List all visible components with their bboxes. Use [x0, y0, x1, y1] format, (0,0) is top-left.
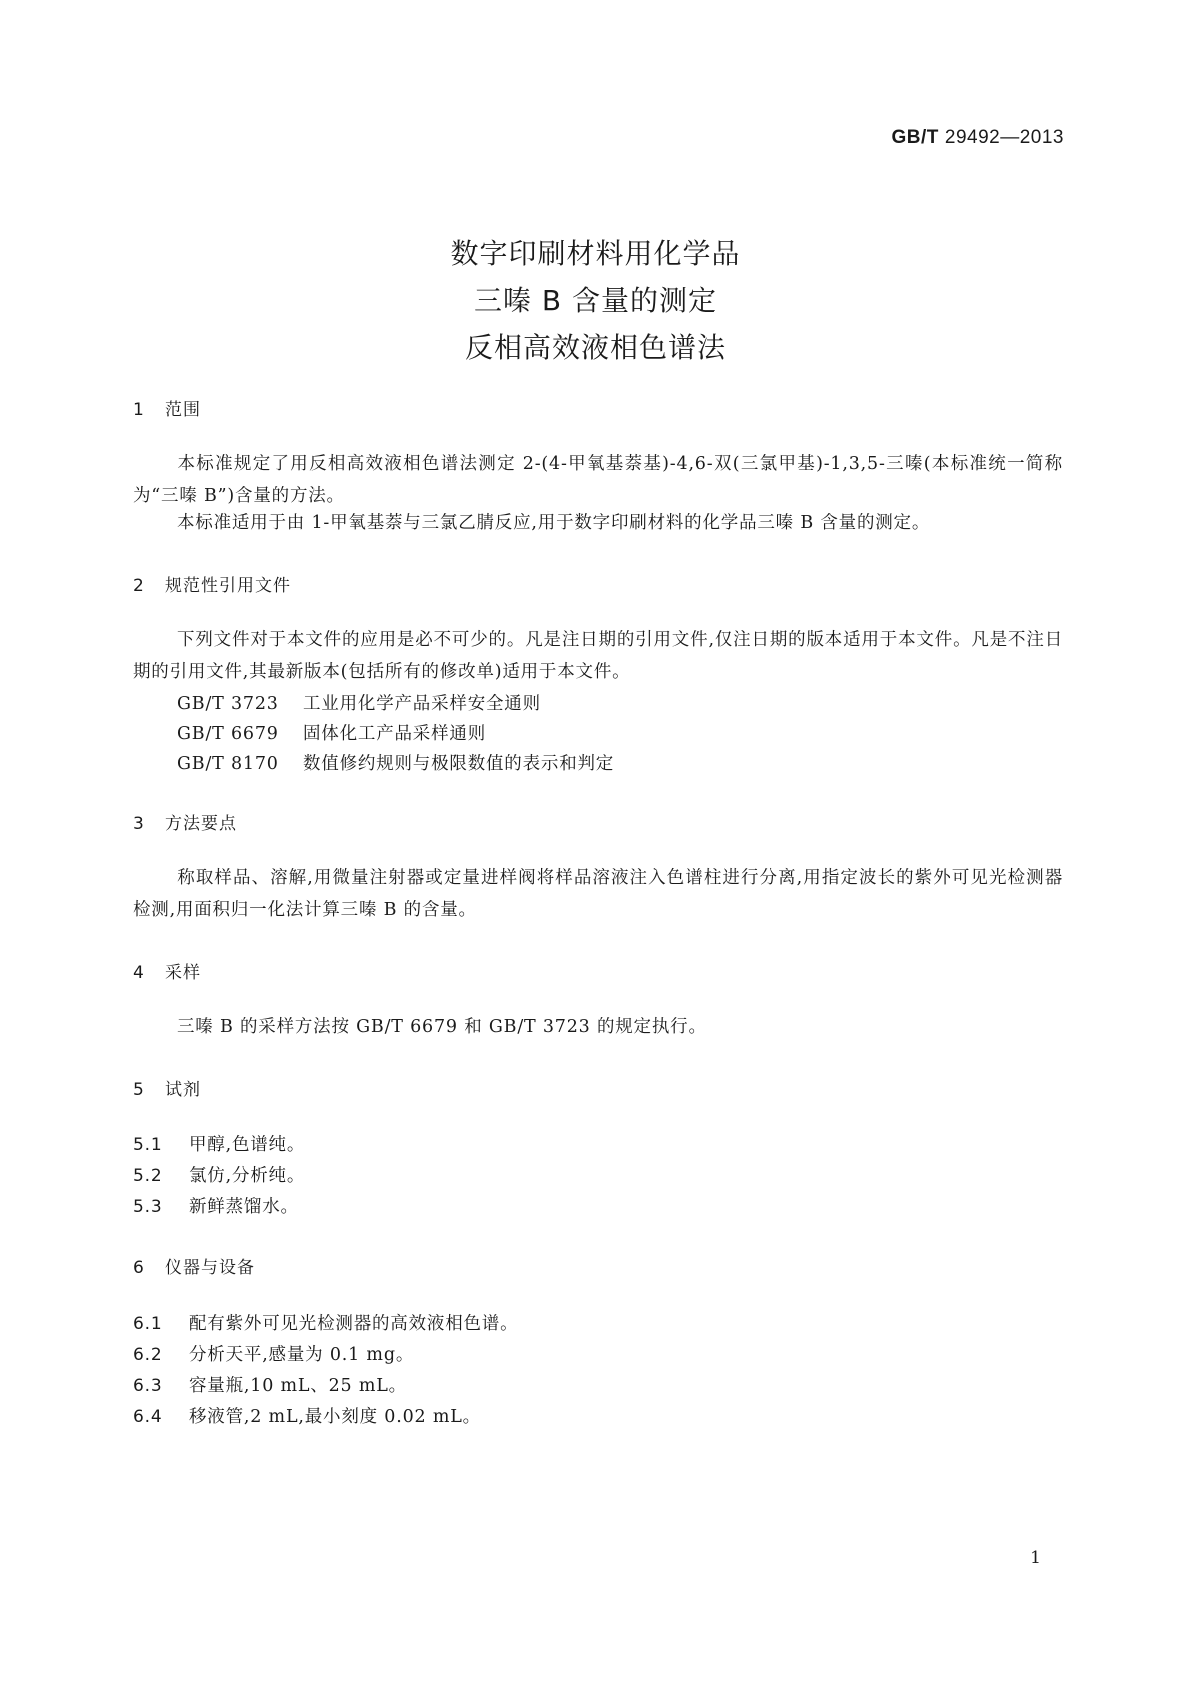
- item-text: 移液管,2 mL,最小刻度 0.02 mL。: [189, 1407, 481, 1427]
- section-number: 6: [133, 1258, 145, 1278]
- section-2-heading: [133, 571, 291, 596]
- reagent-item: [133, 1193, 299, 1218]
- section-title: 采样: [165, 963, 201, 983]
- section-title: 规范性引用文件: [165, 576, 291, 596]
- document-title: [0, 230, 1191, 371]
- item-text: 新鲜蒸馏水。: [189, 1197, 299, 1217]
- standard-year-number: 29492—2013: [944, 127, 1064, 148]
- section-5-heading: [133, 1075, 201, 1100]
- item-text: 分析天平,感量为 0.1 mg。: [189, 1345, 415, 1365]
- item-number: 6.3: [133, 1376, 163, 1396]
- equipment-item: [133, 1403, 481, 1428]
- section-1-paragraph-2: 本标准适用于由 1-甲氧基萘与三氯乙腈反应,用于数字印刷材料的化学品三嗪 B 含量的测定。: [177, 513, 931, 533]
- item-number: 5.1: [133, 1135, 163, 1155]
- item-text: 甲醇,色谱纯。: [189, 1135, 306, 1155]
- item-text: 配有紫外可见光检测器的高效液相色谱。: [189, 1314, 519, 1334]
- section-2-paragraph-1: 下列文件对于本文件的应用是必不可少的。凡是注日期的引用文件,仅注日期的版本适用于本文件。凡是不注日期的引用文件,其最新版本(包括所有的修改单)适用于本文件。: [133, 630, 1063, 682]
- standard-code: GB/T: [891, 127, 939, 148]
- section-number: 1: [133, 400, 145, 420]
- reference-name: 固体化工产品采样通则: [303, 724, 486, 744]
- reference-item: [177, 690, 541, 715]
- reference-code: GB/T 6679: [177, 724, 279, 744]
- title-line-1: 数字印刷材料用化学品: [450, 237, 741, 270]
- reference-code: GB/T 8170: [177, 754, 279, 774]
- section-3-heading: [133, 809, 237, 834]
- section-number: 3: [133, 814, 145, 834]
- section-3-paragraph-1: 称取样品、溶解,用微量注射器或定量进样阀将样品溶液注入色谱柱进行分离,用指定波长的紫外可见光检测器检测,用面积归一化法计算三嗪 B 的含量。: [133, 868, 1063, 920]
- item-number: 6.2: [133, 1345, 163, 1365]
- title-line-2: 三嗪 B 含量的测定: [473, 284, 717, 317]
- standard-number: [892, 127, 1065, 149]
- equipment-item: [133, 1372, 407, 1397]
- section-number: 4: [133, 963, 145, 983]
- page-number: 1: [1030, 1548, 1041, 1568]
- item-text: 氯仿,分析纯。: [189, 1166, 306, 1186]
- section-1-paragraph-1: 本标准规定了用反相高效液相色谱法测定 2-(4-甲氧基萘基)-4,6-双(三氯甲基)-1,3,5-三嗪(本标准统一简称为“三嗪 B”)含量的方法。: [133, 454, 1063, 506]
- item-number: 6.1: [133, 1314, 163, 1334]
- section-1-heading: [133, 395, 201, 420]
- section-title: 方法要点: [165, 814, 237, 834]
- title-line-3: 反相高效液相色谱法: [464, 331, 726, 364]
- item-text: 容量瓶,10 mL、25 mL。: [189, 1376, 407, 1396]
- section-number: 2: [133, 576, 145, 596]
- reference-item: [177, 750, 614, 775]
- reference-name: 工业用化学产品采样安全通则: [303, 694, 541, 714]
- equipment-item: [133, 1310, 518, 1335]
- reagent-item: [133, 1131, 305, 1156]
- reagent-item: [133, 1162, 305, 1187]
- reference-item: [177, 720, 486, 745]
- item-number: 6.4: [133, 1407, 163, 1427]
- section-title: 仪器与设备: [165, 1258, 255, 1278]
- section-title: 范围: [165, 400, 201, 420]
- item-number: 5.3: [133, 1197, 163, 1217]
- equipment-item: [133, 1341, 414, 1366]
- reference-name: 数值修约规则与极限数值的表示和判定: [303, 754, 615, 774]
- section-title: 试剂: [165, 1080, 201, 1100]
- item-number: 5.2: [133, 1166, 163, 1186]
- reference-code: GB/T 3723: [177, 694, 279, 714]
- section-4-paragraph-1: 三嗪 B 的采样方法按 GB/T 6679 和 GB/T 3723 的规定执行。: [177, 1017, 707, 1037]
- section-4-heading: [133, 958, 201, 983]
- section-number: 5: [133, 1080, 145, 1100]
- section-6-heading: [133, 1253, 255, 1278]
